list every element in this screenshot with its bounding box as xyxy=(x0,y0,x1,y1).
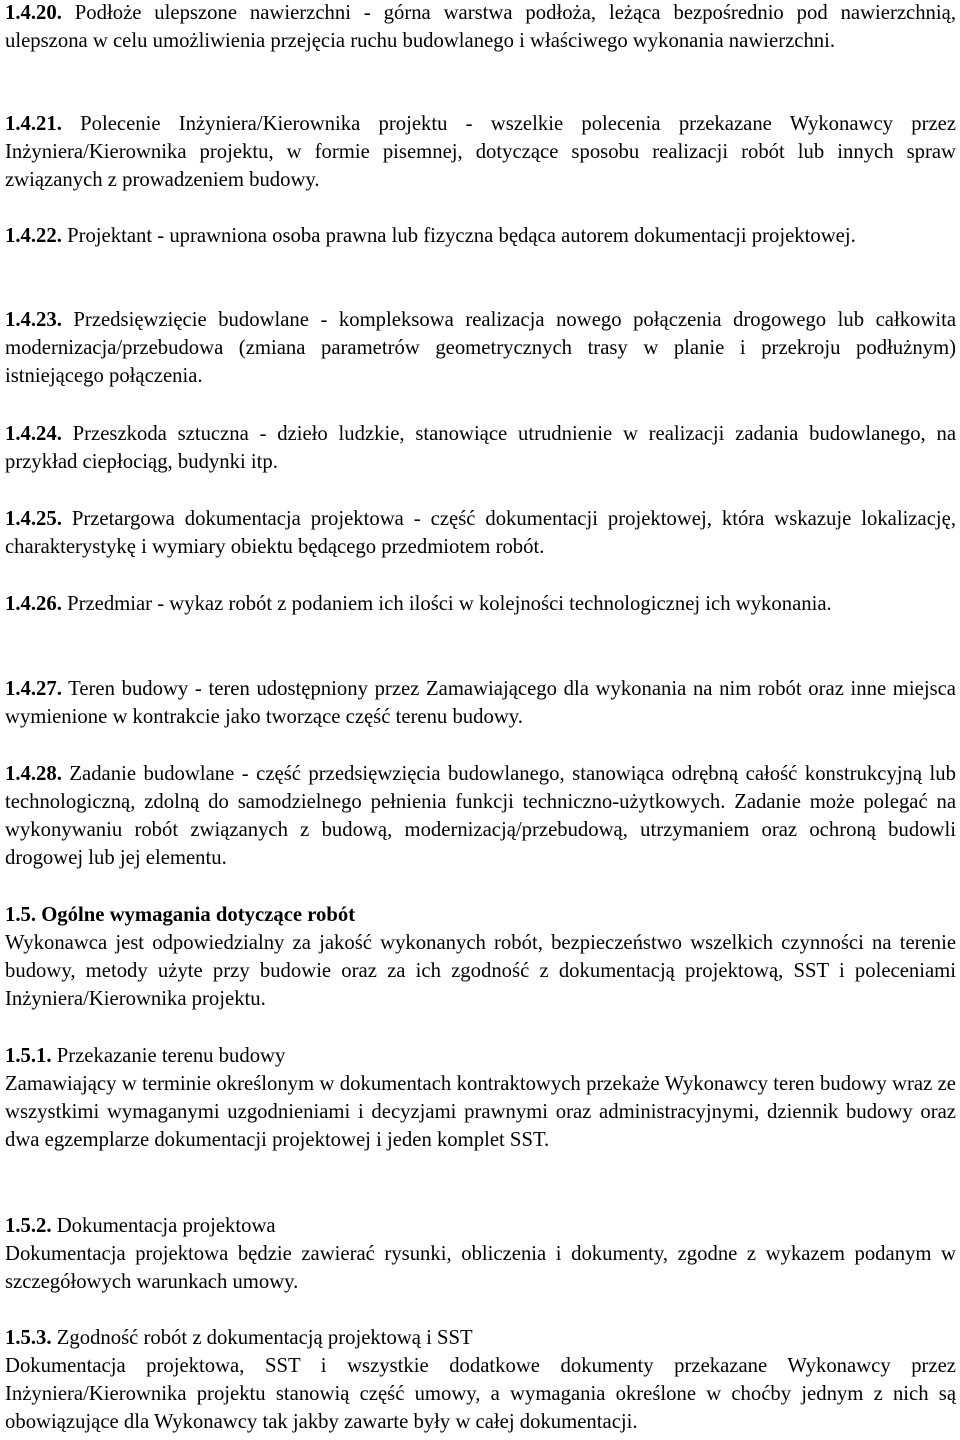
definition-number: 1.4.24. xyxy=(5,423,62,445)
subsection-number: 1.5.3. xyxy=(5,1327,52,1349)
definition-text: Przetargowa dokumentacja projektowa - część dokumentacji projektowej, która wskazuje lokalizację, charakterystykę i wymiary obiektu będącego przedmiotem robót. xyxy=(5,508,956,558)
subsection-1-5-3 xyxy=(5,1324,956,1436)
definition-text: Polecenie Inżyniera/Kierownika projektu - wszelkie polecenia przekazane Wykonawcy przez Inżyniera/Kierownika projektu, w formie pisemnej, dotyczące sposobu realizacji robót lub innych spraw związanych z prowadzeniem budowy. xyxy=(5,113,957,191)
subsection-body: Zamawiający w terminie określonym w dokumentach kontraktowych przekaże Wykonawcy teren budowy wraz ze wszystkimi wymaganymi uzgodnieniami i decyzjami prawnymi oraz administracyjnymi, dziennik budowy oraz dwa egzemplarze dokumentacji projektowej i jeden komplet SST. xyxy=(5,1073,956,1151)
section-body: Wykonawca jest odpowiedzialny za jakość wykonanych robót, bezpieczeństwo wszelkich czynności na terenie budowy, metody użyte przy budowie oraz za ich zgodność z dokumentacją projektową, SST i poleceniami Inżyniera/Kierownika projektu. xyxy=(5,932,956,1010)
definition-1-4-21 xyxy=(5,110,956,194)
definition-number: 1.4.21. xyxy=(5,113,62,135)
definition-1-4-27 xyxy=(5,675,956,731)
subsection-heading xyxy=(5,1042,956,1070)
section-heading xyxy=(5,901,956,929)
definition-number: 1.4.28. xyxy=(5,763,62,785)
definition-text: Przedsięwzięcie budowlane - kompleksowa realizacja nowego połączenia drogowego lub całkowita modernizacja/przebudowa (zmiana parametrów geometrycznych trasy w planie i przekroju podłużnym) istniejącego połączenia. xyxy=(5,309,957,387)
definition-text: Podłoże ulepszone nawierzchni - górna warstwa podłoża, leżąca bezpośrednio pod nawierzchnią, ulepszona w celu umożliwienia przejęcia ruchu budowlanego i właściwego wykonania nawierzchni. xyxy=(5,2,957,52)
subsection-body: Dokumentacja projektowa będzie zawierać rysunki, obliczenia i dokumenty, zgodne z wykazem podanym w szczegółowych warunkach umowy. xyxy=(5,1243,956,1293)
subsection-title: Dokumentacja projektowa xyxy=(56,1215,276,1237)
definition-number: 1.4.25. xyxy=(5,508,62,530)
subsection-1-5-2 xyxy=(5,1212,956,1296)
definition-number: 1.4.27. xyxy=(5,678,62,700)
definition-1-4-26 xyxy=(5,590,956,618)
definition-number: 1.4.26. xyxy=(5,593,62,615)
definition-1-4-22 xyxy=(5,222,956,250)
definition-text: Zadanie budowlane - część przedsięwzięcia budowlanego, stanowiąca odrębną całość konstrukcyjną lub technologiczną, zdolną do samodzielnego pełnienia funkcji techniczno-użytkowych. Zadanie może polegać na wykonywaniu robót związanych z budową, modernizacją/przebudową, utrzymaniem oraz ochroną budowli drogowej lub jej elementu. xyxy=(5,763,956,869)
subsection-heading xyxy=(5,1212,956,1240)
definition-1-4-24 xyxy=(5,420,956,476)
definition-text: Przeszkoda sztuczna - dzieło ludzkie, stanowiące utrudnienie w realizacji zadania budowlanego, na przykład ciepłociąg, budynki itp. xyxy=(5,423,957,473)
definition-1-4-23 xyxy=(5,306,956,390)
definition-1-4-20 xyxy=(5,0,956,55)
definition-number: 1.4.23. xyxy=(5,309,62,331)
definition-number: 1.4.22. xyxy=(5,225,62,247)
definition-number: 1.4.20. xyxy=(5,2,62,24)
subsection-heading xyxy=(5,1324,956,1352)
subsection-title: Przekazanie terenu budowy xyxy=(56,1045,286,1067)
definition-text: Przedmiar - wykaz robót z podaniem ich ilości w kolejności technologicznej ich wykonania. xyxy=(67,593,832,615)
subsection-number: 1.5.2. xyxy=(5,1215,52,1237)
subsection-1-5-1 xyxy=(5,1042,956,1154)
definition-text: Projektant - uprawniona osoba prawna lub fizyczna będąca autorem dokumentacji projektowej. xyxy=(67,225,856,247)
section-number: 1.5. xyxy=(5,904,37,926)
definition-1-4-28 xyxy=(5,760,956,872)
subsection-body: Dokumentacja projektowa, SST i wszystkie dodatkowe dokumenty przekazane Wykonawcy przez Inżyniera/Kierownika projektu stanowią część umowy, a wymagania określone w choćby jednym z nich są obowiązujące dla Wykonawcy tak jakby zawarte były w całej dokumentacji. xyxy=(5,1355,956,1433)
subsection-title: Zgodność robót z dokumentacją projektową i SST xyxy=(56,1327,473,1349)
section-title: Ogólne wymagania dotyczące robót xyxy=(41,904,356,926)
section-1-5 xyxy=(5,901,956,1013)
definition-text: Teren budowy - teren udostępniony przez Zamawiającego dla wykonania na nim robót oraz inne miejsca wymienione w kontrakcie jako tworzące część terenu budowy. xyxy=(5,678,956,728)
subsection-number: 1.5.1. xyxy=(5,1045,52,1067)
definition-1-4-25 xyxy=(5,505,956,561)
